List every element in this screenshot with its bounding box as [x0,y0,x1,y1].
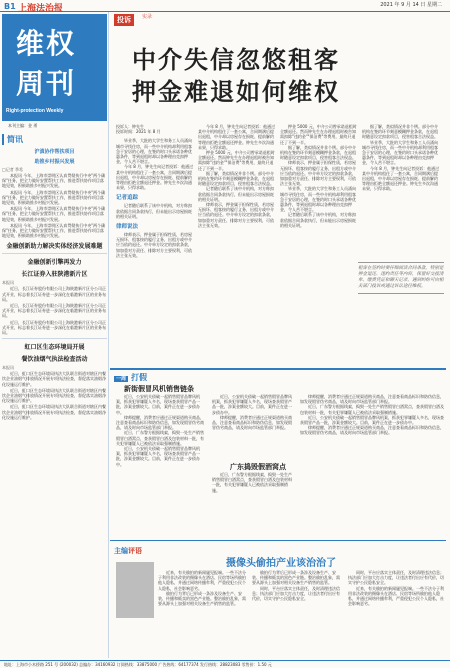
article-paragraph: 今年 8 月，钟先生向记者投诉：他通过某中介机构租住了一套公寓，合同期满后提出退租，中介却以房屋存在损耗、提前解约等理由拒绝全额退还押金。钟先生多次沟通未果，只得求助。 [362,165,440,192]
brief-heading-4b: 餐饮油烟气执法检查活动 [21,356,88,364]
article-paragraph: 记者随后联系了该中介机构，对方称扣款依据合同条款执行，但未能出示房屋损耗的相关证明。 [280,212,356,228]
article-column-4 [362,124,440,192]
fakes-paragraph: 律师提醒，消费者应通过正规渠道购买商品，注意查看商品标识和防伪信息，如发现假冒伪劣商品，请及时向市场监管部门举报。 [300,394,444,405]
article-paragraph: 据了解，类似情况并非个例。部分中介机构在签约环节刻意模糊押金条款，在退租时随意设定扣款项目，侵害租客合法权益。 [280,144,356,161]
brief-text-1d: 本报讯 今年，上海市崇明区认真贯彻执行中央"两个确保"任务，把全力做好安置帮扶工作，推进帮扶协作项目落地见效，积极助推乡村振兴发展。 [2,222,106,239]
column-divider [108,12,109,658]
editorial-paragraph: 同时，平台应落实主体责任，及时清理违法信息；执法部门应加大打击力度，让违法者付出应有代价，切实守护公民隐私安全。 [348,570,444,586]
brief-text-1c: 本报讯 今年，上海市崇明区认真贯彻执行中央"两个确保"任务，把全力做好安置帮扶工作，推进帮扶协作项目落地见效，积极助推乡村振兴发展。 [2,206,106,222]
editorial-paragraph: 近来，有关偷拍的新闻屡见报端。一些不法分子利用非法改装的摄像头在酒店、民宿等场所偷拍他人隐私，并通过网络传播牟利，严重侵犯公民个人隐私，社会影响恶劣。 [158,570,246,591]
editorial-tag-tail: 评语 [128,547,142,555]
masthead-english: Right-protection Weekly [6,108,64,114]
editorial-title: 摄像头偷拍产业该治治了 [226,558,336,569]
left-column [2,14,107,654]
fakes-paragraph: 近日，公安机关侦破一起销售假冒品牌风机案，抓获犯罪嫌疑人多名，现场查获假冒产品一批，涉案金额较大。目前，案件正在进一步侦办中。 [116,446,200,467]
brief-byline-3: 本报讯 [2,280,14,286]
article-paragraph: 毕业季，大批的大学生和务工人员涌向城市寻找住房，而一些中介机构却利用租客急于安居的心理，在签约时口头承诺各种优惠条件，等到退租时却以各种理由克扣押金，令人苦不堪言。 [116,138,192,165]
editorial-paragraph: 近来，有关偷拍的新闻屡见报端。一些不法分子利用非法改装的摄像头在酒店、民宿等场所偷拍他人隐私，并通过网络传播牟利，严重侵犯公民个人隐私，社会影响恶劣。 [348,585,444,607]
brief-heading-2: 助推乡村振兴发展 [34,159,75,165]
article-paragraph: 记者随后联系了该中介机构，对方称扣款依据合同条款执行，但未能出示房屋损耗的相关证明。 [116,203,192,219]
editorial-tag-label: 主编 [114,547,128,555]
fakes-paragraph: 近日，广东警方根据线索，捣毁一处生产销售假冒白酒窝点，查获假冒白酒及包装材料一批，有关犯罪嫌疑人已被依法采取强制措施。 [116,430,204,446]
fakes-paragraph: 近日，公安机关侦破一起销售假冒品牌风机案，抓获犯罪嫌疑人多名，现场查获假冒产品一批，涉案金额较大。目前，案件正在进一步侦办中。 [212,394,292,415]
article-column-2 [198,124,276,228]
brief-heading-2: 金融创新助力解决实体经济发展难题 [6,243,103,251]
brief-label: 简讯 [2,134,107,145]
brief-text-1: 本报讯 今年，上海市崇明区认真贯彻执行中央"两个确保"任务，把全力做好安置帮扶工作，推进帮扶协作项目落地见效，积极助推乡村振兴发展。 [2,173,106,189]
article-paragraph: 据了解，类似情况并非个例。部分中介机构在签约环节刻意模糊押金条款，在退租时随意设定扣款项目，侵害租客合法权益。 [198,170,274,187]
fakes-column-left [116,394,206,467]
brief-heading-4a: 虹口区生态环境局开展 [24,344,85,352]
article-paragraph: 律师表示，押金属于担保性质，若房屋无损坏、租客按约履行义务，出租方或中介应当依约退还。中介单方设定的扣款条款，如加重对方责任、排除对方主要权利，可依法主张无效。 [116,232,192,258]
headline-line-2: 押金难退如何维权 [132,78,340,106]
brief-heading-3b: 长江证券入驻陕港新片区 [21,271,88,279]
subhead-law: 律师说法 [116,224,139,231]
brief-byline-4: 本报讯 [2,365,14,371]
section-fakes [114,372,147,383]
brief-text-4c: 近日，虹口区生态环境局执法大队联合街道对辖区内餐饮企业油烟气排放情况开展专项执法检查，督促落实油烟净化设施运行维护。 [2,404,106,420]
article-column-3 [280,124,358,228]
article-column-1 [116,124,194,258]
fakes-headline-left: 新街假冒风机销售链条 [124,385,194,393]
section-tag: 投诉 [114,14,134,26]
article-paragraph: 押金 5000 元，中介公司曾承诺退租时全额退还。然而钟先生在办理退租时被告知需扣除"违约金""保洁费"等费用，最终只退还了不到一半。 [198,150,275,171]
fakes-column-right [300,394,446,436]
fakes-paragraph: 近日，公安机关侦破一起销售假冒品牌风机案，抓获犯罪嫌疑人多名，现场查获假冒产品一批，涉案金额较大。目前，案件正在进一步侦办中。 [300,414,444,426]
subhead-visit: 记者追踪 [116,195,139,202]
brief-heading-3a: 金融创新引擎再发力 [27,259,82,267]
masthead-title-2: 周刊 [16,67,77,100]
fakes-paragraph: 近日，广东警方根据线索，捣毁一处生产销售假冒白酒窝点，查获假冒白酒及包装材料一批，有关犯罪嫌疑人已被依法采取强制措施。 [212,472,292,493]
masthead [2,14,107,121]
section-fakes-title: 打假 [131,373,148,382]
article-paragraph: 记者随后联系了该中介机构，对方称扣款依据合同条款执行，但未能出示房屋损耗的相关证明。 [198,186,274,202]
article-paragraph: 律师表示，押金属于担保性质，若房屋无损坏、租客按约履行义务，出租方或中介应当依约退还。中介单方设定的扣款条款，如加重对方责任、排除对方主要权利，可依法主张无效。 [198,202,274,228]
brief-text-3c: 近日，长江证券股份有限公司上海陕港新片区分公司正式开业，标志着长江证券进一步深化在临港新片区的业务布局。 [2,319,106,336]
brief-text-3b: 近日，长江证券股份有限公司上海陕港新片区分公司正式开业，标志着长江证券进一步深化在临港新片区的业务布局。 [2,303,106,319]
brief-byline-1: □记者 季希 [2,167,24,172]
section-fakes-label: 一周 [116,376,127,382]
chief-editor: 本刊主编：金 勇 [8,123,38,128]
editorial-paragraph: 同时，平台应落实主体责任，及时清理违法信息；执法部门应加大打击力度，让违法者付出应有代价，切实守护公民隐私安全。 [252,585,340,602]
editorial-column-1 [158,570,246,606]
pull-quote: 租客在签约时要仔细阅读合同条款，特别是押金退还、违约责任等内容，保留好交接清单、缴费凭证和聊天记录，遇到纠纷可向相关部门投诉或通过诉讼途径维权。 [358,262,444,294]
author-photo [116,562,154,618]
page-header [0,0,450,12]
fakes-paragraph: 近日，广东警方根据线索，捣毁一处生产销售假冒白酒窝点，查获假冒白酒及包装材料一批，有关犯罪嫌疑人已被依法采取强制措施。 [300,404,444,415]
section-tag-sub: 实录 [142,14,153,20]
section-rule [110,368,446,370]
paper-name: 上海法治报 [18,4,64,14]
editorial-rule [110,540,446,541]
divider [2,253,107,254]
brief-text-4: 近日，虹口区生态环境局执法大队联合街道对辖区内餐饮企业油烟气排放情况开展专项执法检查，督促落实油烟净化设施运行维护。 [2,371,106,387]
editorial-paragraph: 偷拍行为背后已形成一条涉及设备生产、安装、传播和贩卖的黑色产业链。整治偷拍乱象，需要从源头上加强对相关设备生产销售的监管。 [158,590,246,607]
brief-text-3: 近日，长江证券股份有限公司上海陕港新片区分公司正式开业，标志着长江证券进一步深化在临港新片区的业务布局。 [2,286,106,302]
issue-date: 2021 年 9 月 14 日 星期二 [380,2,442,8]
fakes-paragraph: 律师提醒，消费者应通过正规渠道购买商品，注意查看商品标识和防伪信息，如发现假冒伪劣商品，请及时向市场监管部门举报。 [212,414,292,431]
byline-complainant: 投诉人：钟先生 [116,124,144,129]
article-paragraph: 今年 8 月，钟先生向记者投诉：他通过某中介机构租住了一套公寓，合同期满后提出退租，中介却以房屋存在损耗、提前解约等理由拒绝全额退还押金。钟先生多次沟通未果，只得求助。 [198,124,276,150]
fakes-paragraph: 律师提醒，消费者应通过正规渠道购买商品，注意查看商品标识和防伪信息，如发现假冒伪劣商品，请及时向市场监管部门举报。 [300,425,444,436]
article-paragraph: 今年 8 月，钟先生向记者投诉：他通过某中介机构租住了一套公寓，合同期满后提出退租，中介却以房屋存在损耗、提前解约等理由拒绝全额退还押金。钟先生多次沟通未果，只得求助。 [116,164,194,191]
editorial-paragraph: 偷拍行为背后已形成一条涉及设备生产、安装、传播和贩卖的黑色产业链。整治偷拍乱象，需要从源头上加强对相关设备生产销售的监管。 [252,570,340,586]
fakes-paragraph: 律师提醒，消费者应通过正规渠道购买商品，注意查看商品标识和防伪信息，如发现假冒伪劣商品，请及时向市场监管部门举报。 [116,414,204,431]
fakes-column-mid [212,394,292,430]
fakes-paragraph: 近日，公安机关侦破一起销售假冒品牌风机案，抓获犯罪嫌疑人多名，现场查获假冒产品一批，涉案金额较大。目前，案件正在进一步侦办中。 [116,394,200,415]
page-footer: 地址：上海市小木桥路 251 号 (200032) 总编办：34160932 订阅热线：33875000 广告热线：64177374 发行热线：28823083 零售价：1.50 元 [0,660,450,668]
brief-text-4b: 近日，虹口区生态环境局执法大队联合街道对辖区内餐饮企业油烟气排放情况开展专项执法检查，督促落实油烟净化设施运行维护。 [2,387,106,404]
masthead-title-1: 维权 [16,27,77,60]
article-paragraph: 毕业季，大批的大学生和务工人员涌向城市寻找住房，而一些中介机构却利用租客急于安居的心理，在签约时口头承诺各种优惠条件，等到退租时却以各种理由克扣押金，令人苦不堪言。 [280,186,356,213]
brief-text-1b: 本报讯 今年，上海市崇明区认真贯彻执行中央"两个确保"任务，把全力做好安置帮扶工作，推进帮扶协作项目落地见效，积极助推乡村振兴发展。 [2,189,106,206]
article-paragraph: 律师表示，押金属于担保性质，若房屋无损坏、租客按约履行义务，出租方或中介应当依约退还。中介单方设定的扣款条款，如加重对方责任、排除对方主要权利，可依法主张无效。 [280,160,356,187]
article-paragraph: 押金 5000 元，中介公司曾承诺退租时全额退还。然而钟先生在办理退租时被告知需扣除"违约金""保洁费"等费用，最终只退还了不到一半。 [280,124,357,145]
byline-time: 投诉时间：2021 年 8 月 [116,129,161,135]
editorial-column-3 [348,570,444,606]
divider [2,338,107,339]
article-paragraph: 据了解，类似情况并非个例。部分中介机构在签约环节刻意模糊押金条款，在退租时随意设定扣款项目，侵害租客合法权益。 [362,124,438,140]
article-paragraph: 毕业季，大批的大学生和务工人员涌向城市寻找住房，而一些中介机构却利用租客急于安居的心理，在签约时口头承诺各种优惠条件，等到退租时却以各种理由克扣押金，令人苦不堪言。 [362,139,438,166]
editorial-column-2 [252,570,342,601]
fakes-headline-mid: 广东捣毁假酒窝点 [230,463,286,471]
fakes-column-mid-2 [212,472,292,493]
editorial-tag [114,546,142,556]
page-number: B1 [4,2,16,11]
headline-line-1: 中介失信忽悠租客 [132,46,340,74]
brief-heading-1: 沪滇协作帮扶项目 [34,149,75,155]
